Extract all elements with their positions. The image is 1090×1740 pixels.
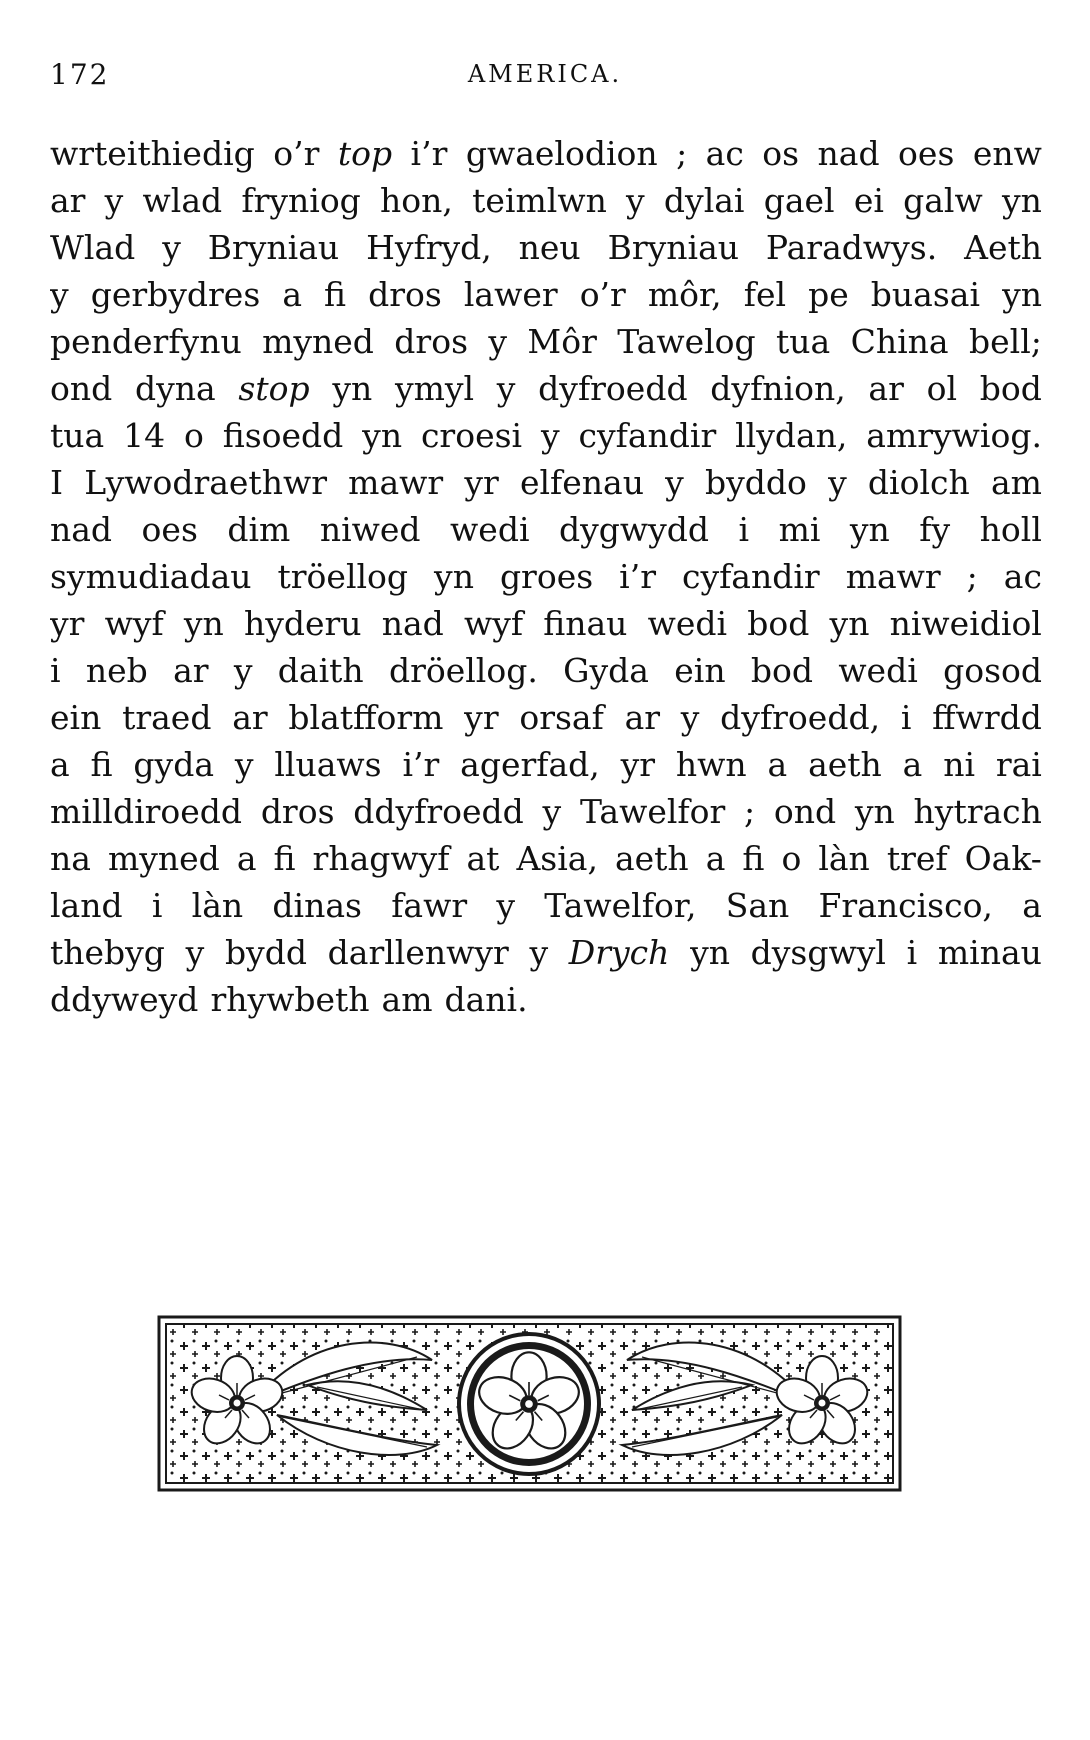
text-line [50,600,1042,647]
word: dygwydd [559,510,710,549]
word: o [781,839,802,878]
word: niwed [319,510,421,549]
word: i [50,651,61,690]
word: a [50,745,70,784]
word: ymyl [394,369,475,408]
word: dylai [663,181,745,220]
word: ac [1003,557,1042,596]
word: a [282,275,302,314]
word: Oak- [964,839,1042,878]
word: enw [972,134,1042,173]
word: a [1022,886,1042,925]
word: fi [742,839,765,878]
word: am [990,463,1042,502]
word: tua [776,322,831,361]
word: fi [90,745,113,784]
text-line [50,177,1042,224]
word: yn [690,933,730,972]
word: dros [394,322,468,361]
word: ; [676,134,688,173]
word: wrteithiedig [50,134,255,173]
word: ond [50,369,113,408]
word: dinas [272,886,362,925]
word: Paradwys. [765,228,938,267]
word: y [234,745,254,784]
floral-tailpiece-ornament [157,1315,902,1492]
word: thebyg [50,933,165,972]
word: lluaws [274,745,382,784]
body-text [50,130,1042,1023]
word: y [680,698,700,737]
word: mawr [845,557,941,596]
word: groes [499,557,594,596]
text-line [50,459,1042,506]
word: ar [173,651,209,690]
word: milldiroedd [50,792,243,831]
word: yr [620,745,656,784]
word: làn [191,886,244,925]
word: fy [919,510,951,549]
word: bell; [969,322,1042,361]
word: dim [227,510,291,549]
word: Bryniau [607,228,739,267]
word: i’r [402,745,440,784]
word: yr [464,463,499,502]
word: dysgwyl [750,933,886,972]
word: ; [744,792,756,831]
word: bod [750,651,814,690]
word: y [626,181,645,220]
word: ond [773,792,837,831]
word: os [762,134,800,173]
word: oes [141,510,198,549]
word: ar [232,698,268,737]
word: gosod [943,651,1042,690]
word: bod [747,604,810,643]
word: Hyfryd, [366,228,492,267]
word: na [50,839,91,878]
word: yn [362,416,403,455]
word: gael [763,181,835,220]
word: fel [743,275,787,314]
word: a [236,839,257,878]
word: llydan, [735,416,848,455]
text-line [50,553,1042,600]
word: orsaf [519,698,604,737]
word: y [185,933,205,972]
word: buasai [870,275,981,314]
word: yn [854,792,895,831]
word: wedi [450,510,530,549]
word: wyf [104,604,164,643]
word: niweidiol [889,604,1042,643]
word: Aeth [964,228,1042,267]
word: y [162,228,181,267]
word: rhagwyf [312,839,450,878]
word: darllenwyr [327,933,509,972]
word: agerfad, [460,745,600,784]
word: y [542,792,562,831]
word: am [381,980,433,1019]
word: ddyweyd [50,980,199,1019]
italic-word: Drych [568,933,670,972]
word: croesi [420,416,523,455]
word: ar [624,698,661,737]
word: y [665,463,684,502]
word: yr [50,604,85,643]
word: gwaelodion [465,134,658,173]
word: y [488,322,508,361]
word: hytrach [913,792,1042,831]
word: bod [979,369,1042,408]
text-line [50,224,1042,271]
word: y [529,933,549,972]
word: dröellog. [388,651,538,690]
word: dros [368,275,442,314]
italic-word: top [337,134,393,173]
word: Tawelog [617,322,756,361]
word: wlad [142,181,223,220]
word: blatfform [288,698,444,737]
word: nad [50,510,113,549]
word: penderfynu [50,322,242,361]
word: wedi [647,604,728,643]
word: o [183,416,204,455]
word: myned [262,322,374,361]
word: làn [818,839,870,878]
word: holl [979,510,1042,549]
word: neb [85,651,148,690]
word: at [466,839,500,878]
text-line [50,365,1042,412]
word: gerbydres [90,275,261,314]
text-line [50,130,1042,177]
word: fawr [391,886,468,925]
word: a [705,839,726,878]
word: dyfroedd [538,369,688,408]
word: y [828,463,847,502]
word: dyfnion, [710,369,846,408]
word: dros [260,792,335,831]
word: daith [277,651,364,690]
word: y [496,369,516,408]
text-line [50,976,1042,1023]
word: cyfandir [578,416,717,455]
word: minau [937,933,1042,972]
word: fi [324,275,347,314]
word: I [50,463,64,502]
word: y [496,886,516,925]
word: y [540,416,560,455]
text-line [50,271,1042,318]
word: nad [817,134,880,173]
word: Tawelfor [579,792,726,831]
word: land [50,886,123,925]
word: tröellog [277,557,409,596]
word: 14 [123,416,166,455]
text-line [50,506,1042,553]
word: a [902,745,923,784]
word: yn [332,369,373,408]
word: a [767,745,788,784]
running-head: AMERICA. [467,60,623,88]
word: byddo [705,463,807,502]
text-line [50,788,1042,835]
word: dani. [444,980,528,1019]
word: i [906,933,918,972]
word: Wlad [50,228,136,267]
word: fisoedd [222,416,344,455]
word: yn [829,604,870,643]
word: bydd [224,933,307,972]
word: môr, [647,275,722,314]
word: myned [107,839,220,878]
text-line [50,412,1042,459]
word: elfenau [519,463,644,502]
word: tref [886,839,948,878]
word: o’r [579,275,626,314]
text-line [50,929,1042,976]
word: yn [1001,181,1042,220]
word: pe [808,275,849,314]
word: fryniog [241,181,361,220]
word: Gyda [563,651,649,690]
word: i [151,886,163,925]
word: Francisco, [818,886,993,925]
word: ddyfroedd [353,792,524,831]
word: ar [50,181,86,220]
word: Bryniau [207,228,340,267]
word: ; [966,557,978,596]
text-line [50,318,1042,365]
word: diolch [867,463,970,502]
word: Môr [527,322,597,361]
word: traed [122,698,212,737]
word: gyda [133,745,214,784]
word: y [104,181,124,220]
word: ein [674,651,726,690]
text-line [50,694,1042,741]
word: hwn [675,745,747,784]
word: dyna [134,369,216,408]
word: wedi [838,651,918,690]
word: neu [518,228,581,267]
word: oes [898,134,955,173]
word: hyderu [243,604,362,643]
word: yn [183,604,224,643]
word: lawer [463,275,558,314]
word: China [850,322,949,361]
word: yr [464,698,499,737]
word: ac [705,134,744,173]
word: o’r [273,134,320,173]
word: aeth [808,745,882,784]
word: ol [926,369,958,408]
page-number: 172 [50,58,110,91]
word: San [725,886,790,925]
word: amrywiog. [866,416,1042,455]
word: cyfandir [681,557,820,596]
word: tua [50,416,105,455]
word: Lywodraethwr [84,463,327,502]
word: yn [1002,275,1042,314]
word: y [50,275,69,314]
word: hon, [380,181,453,220]
word: rhywbeth [210,980,370,1019]
word: ni [943,745,975,784]
text-line [50,835,1042,882]
word: rai [995,745,1042,784]
word: finau [543,604,628,643]
word: yn [434,557,474,596]
word: ei [853,181,884,220]
word: i [900,698,912,737]
word: mawr [348,463,444,502]
word: Asia, [516,839,598,878]
text-line [50,882,1042,929]
word: ffwrdd [932,698,1042,737]
word: nad [381,604,444,643]
word: i [738,510,750,549]
word: yn [849,510,890,549]
word: ein [50,698,102,737]
word: mi [778,510,821,549]
word: dyfroedd, [720,698,881,737]
word: i’r [410,134,448,173]
word: fi [273,839,296,878]
word: i’r [619,557,656,596]
page-header [50,58,1040,98]
word: Tawelfor, [544,886,697,925]
word: y [233,651,253,690]
text-line [50,741,1042,788]
word: teimlwn [472,181,607,220]
text-line [50,647,1042,694]
word: galw [903,181,983,220]
word: symudiadau [50,557,252,596]
word: wyf [463,604,524,643]
word: aeth [614,839,689,878]
italic-word: stop [238,369,310,408]
word: ar [868,369,904,408]
